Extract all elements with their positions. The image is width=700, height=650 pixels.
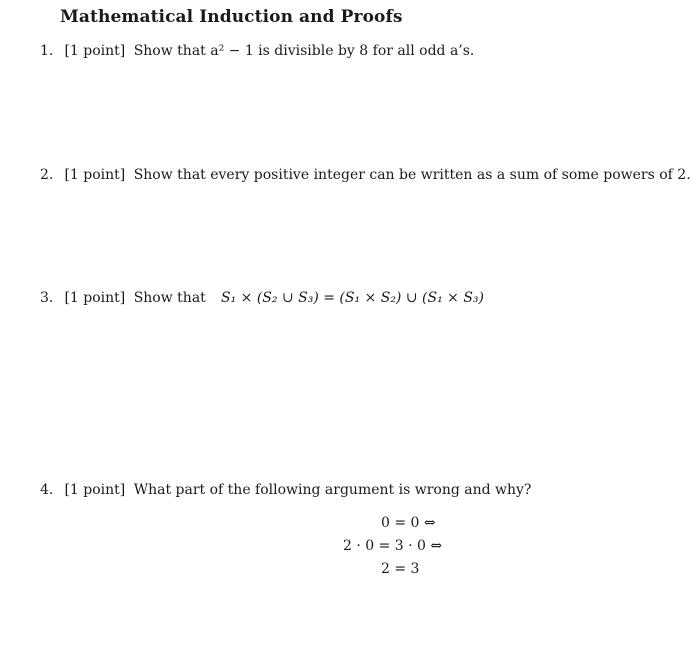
problem-points: [1 point] bbox=[64, 482, 126, 498]
problem-number: 2. bbox=[40, 167, 54, 183]
page-title: Mathematical Induction and Proofs bbox=[60, 7, 403, 27]
problem-number: 3. bbox=[40, 290, 54, 306]
problem-text: What part of the following argument is wrong and why? bbox=[133, 482, 532, 498]
problem-text: Show that a² − 1 is divisible by 8 for all odd a’s. bbox=[133, 43, 475, 59]
problem-1 bbox=[40, 43, 474, 59]
problem-4 bbox=[40, 482, 531, 498]
problem-points: [1 point] bbox=[64, 43, 126, 59]
argument-line-3: 2 = 3 bbox=[381, 561, 420, 577]
problem-3 bbox=[40, 290, 206, 306]
set-identity-formula: S₁ × (S₂ ∪ S₃) = (S₁ × S₂) ∪ (S₁ × S₃) bbox=[221, 290, 484, 306]
argument-line-1: 0 = 0 ⇔ bbox=[381, 515, 436, 531]
problem-number: 4. bbox=[40, 482, 54, 498]
problem-2 bbox=[40, 167, 691, 183]
problem-points: [1 point] bbox=[64, 167, 126, 183]
problem-number: 1. bbox=[40, 43, 54, 59]
problem-text: Show that every positive integer can be written as a sum of some powers of 2. bbox=[133, 167, 691, 183]
problem-points: [1 point] bbox=[64, 290, 126, 306]
problem-text: Show that bbox=[133, 290, 206, 306]
argument-line-2: 2 · 0 = 3 · 0 ⇔ bbox=[343, 538, 443, 554]
